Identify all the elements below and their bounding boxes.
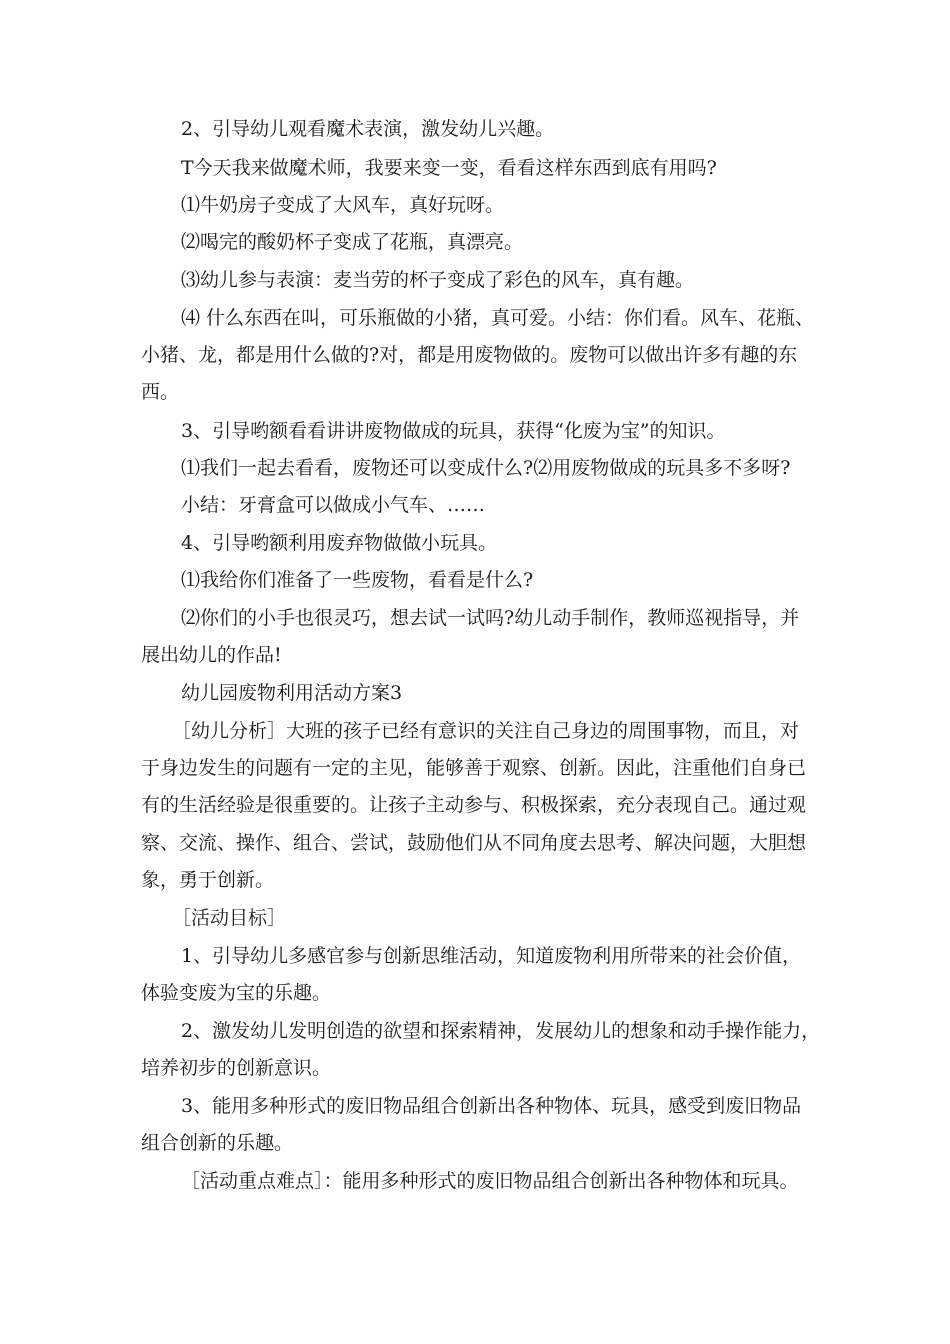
- analysis-line-4: 察、交流、操作、组合、尝试，鼓励他们从不同角度去思考、解决问题，大胆想: [141, 832, 807, 854]
- step-2-heading: 2、引导幼儿观看魔术表演，激发幼儿兴趣。: [181, 118, 555, 140]
- step-4-item-2-line-1: ⑵你们的小手也很灵巧，想去试一试吗?幼儿动手制作，教师巡视指导，并: [181, 607, 800, 629]
- item-4-line-1: ⑷ 什么东西在叫，可乐瓶做的小猪，真可爱。小结：你们看。风车、花瓶、: [181, 307, 815, 329]
- analysis-line-2: 于身边发生的问题有一定的主见，能够善于观察、创新。因此，注重他们自身已: [141, 757, 807, 779]
- magician-line: T今天我来做魔术师，我要来变一变，看看这样东西到底有用吗?: [181, 157, 717, 179]
- analysis-line-3: 有的生活经验是很重要的。让孩子主动参与、积极探索，充分表现自己。通过观: [141, 794, 807, 816]
- step-4-heading: 4、引导哟额利用废弃物做做小玩具。: [181, 532, 498, 554]
- goal-2-line-1: 2、激发幼儿发明创造的欲望和探索精神，发展幼儿的想象和动手操作能力，: [181, 1020, 821, 1042]
- step-3-heading: 3、引导哟额看看讲讲废物做成的玩具，获得“化废为宝”的知识。: [181, 420, 726, 442]
- step-4-item-1: ⑴我给你们准备了一些废物，看看是什么?: [181, 569, 534, 591]
- item-4-line-2: 小猪、龙，都是用什么做的?对，都是用废物做的。废物可以做出许多有趣的东: [141, 344, 798, 366]
- goals-heading: ［活动目标］: [172, 907, 287, 929]
- item-4-line-3: 西。: [141, 381, 180, 403]
- item-2: ⑵喝完的酸奶杯子变成了花瓶，真漂亮。: [181, 231, 524, 253]
- analysis-line-5: 象，勇于创新。: [141, 869, 275, 891]
- goal-3-line-1: 3、能用多种形式的废旧物品组合创新出各种物体、玩具，感受到废旧物品: [181, 1095, 802, 1117]
- goal-3-line-2: 组合创新的乐趣。: [141, 1132, 294, 1154]
- item-1: ⑴牛奶房子变成了大风车，真好玩呀。: [181, 194, 505, 216]
- step-3-summary: 小结：牙膏盒可以做成小气车、……: [181, 494, 486, 516]
- goal-1-line-1: 1、引导幼儿多感官参与创新思维活动，知道废物利用所带来的社会价值，: [181, 945, 802, 967]
- key-difficulty: ［活动重点难点］：能用多种形式的废旧物品组合创新出各种物体和玩具。: [181, 1170, 799, 1192]
- step-4-item-2-line-2: 展出幼儿的作品!: [141, 644, 282, 666]
- goal-1-line-2: 体验变废为宝的乐趣。: [141, 982, 332, 1004]
- step-3-questions: ⑴我们一起去看看，废物还可以变成什么?⑵用废物做成的玩具多不多呀?: [181, 457, 791, 479]
- section-title: 幼儿园废物利用活动方案3: [181, 682, 403, 704]
- goal-2-line-2: 培养初步的创新意识。: [141, 1057, 332, 1079]
- item-3: ⑶幼儿参与表演：麦当劳的杯子变成了彩色的风车，真有趣。: [181, 269, 695, 291]
- analysis-line-1: ［幼儿分析］大班的孩子已经有意识的关注自己身边的周围事物，而且，对: [172, 720, 800, 742]
